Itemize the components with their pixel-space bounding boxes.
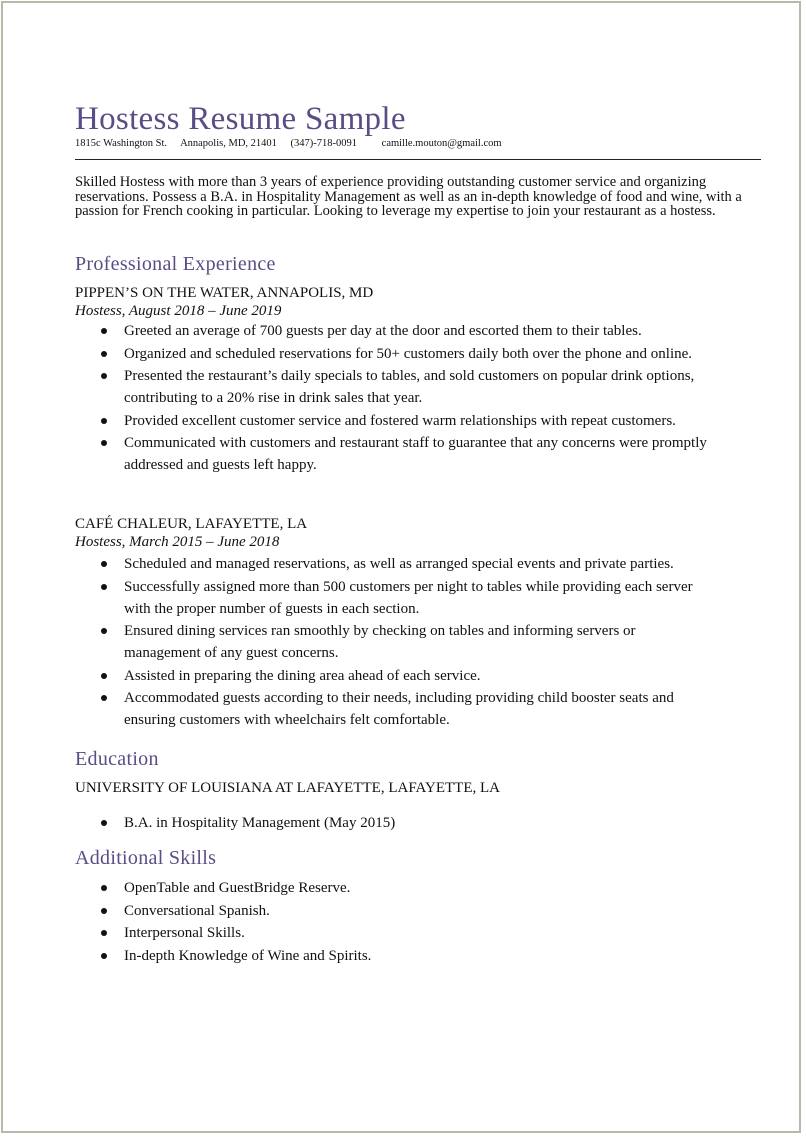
- resume-title: Hostess Resume Sample: [75, 101, 406, 137]
- list-item: In-depth Knowledge of Wine and Spirits.: [75, 945, 715, 967]
- employer-name: CAFÉ CHALEUR, LAFAYETTE, LA: [75, 516, 308, 532]
- list-item: Communicated with customers and restaurant staff to guarantee that any concerns were promptly addressed and guests left happy.: [75, 432, 715, 476]
- list-item: Assisted in preparing the dining area ahead of each service.: [75, 665, 715, 687]
- contact-city: Annapolis, MD, 21401: [180, 138, 277, 149]
- employer-name: PIPPEN’S ON THE WATER, ANNAPOLIS, MD: [75, 285, 374, 301]
- skills-heading: Additional Skills: [75, 847, 217, 869]
- list-item: Accommodated guests according to their needs, including providing child booster seats and ensuring customers with wheelchairs felt comfortable.: [75, 687, 715, 731]
- list-item: Conversational Spanish.: [75, 900, 715, 922]
- school-name: UNIVERSITY OF LOUISIANA AT LAFAYETTE, LAFAYETTE, LA: [75, 780, 500, 796]
- list-item: Interpersonal Skills.: [75, 922, 715, 944]
- job-bullets: [75, 553, 715, 732]
- header-divider: [75, 159, 761, 160]
- list-item: OpenTable and GuestBridge Reserve.: [75, 877, 715, 899]
- contact-email: camille.mouton@gmail.com: [381, 138, 502, 149]
- list-item: Successfully assigned more than 500 customers per night to tables while providing each server with the proper number of guests in each section.: [75, 576, 715, 620]
- contact-phone: (347)-718-0091: [290, 138, 358, 149]
- job-role-dates: Hostess, August 2018 – June 2019: [75, 303, 282, 319]
- job-role-dates: Hostess, March 2015 – June 2018: [75, 534, 280, 550]
- list-item: Provided excellent customer service and fostered warm relationships with repeat customers.: [75, 410, 715, 432]
- education-bullets: [75, 812, 715, 835]
- summary-paragraph: Skilled Hostess with more than 3 years of experience providing outstanding customer service and organizing reservations. Possess a B.A. in Hospitality Management as well as an in-depth knowledge of food and wine, with a passion for French cooking in particular. Looking to leverage my expertise to join your restaurant as a hostess.: [75, 174, 742, 219]
- list-item: Presented the restaurant’s daily specials to tables, and sold customers on popular drink options, contributing to a 20% rise in drink sales that year.: [75, 365, 715, 409]
- list-item: Scheduled and managed reservations, as well as arranged special events and private parties.: [75, 553, 715, 575]
- contact-street: 1815c Washington St.: [75, 138, 168, 149]
- list-item: Ensured dining services ran smoothly by checking on tables and informing servers or management of any guest concerns.: [75, 620, 715, 664]
- list-item: Organized and scheduled reservations for 50+ customers daily both over the phone and online.: [75, 343, 715, 365]
- skills-bullets: [75, 877, 715, 967]
- job-bullets: [75, 320, 715, 477]
- education-heading: Education: [75, 748, 159, 770]
- contact-line: [75, 137, 513, 150]
- list-item: B.A. in Hospitality Management (May 2015): [75, 812, 715, 834]
- list-item: Greeted an average of 700 guests per day at the door and escorted them to their tables.: [75, 320, 715, 342]
- experience-heading: Professional Experience: [75, 253, 276, 275]
